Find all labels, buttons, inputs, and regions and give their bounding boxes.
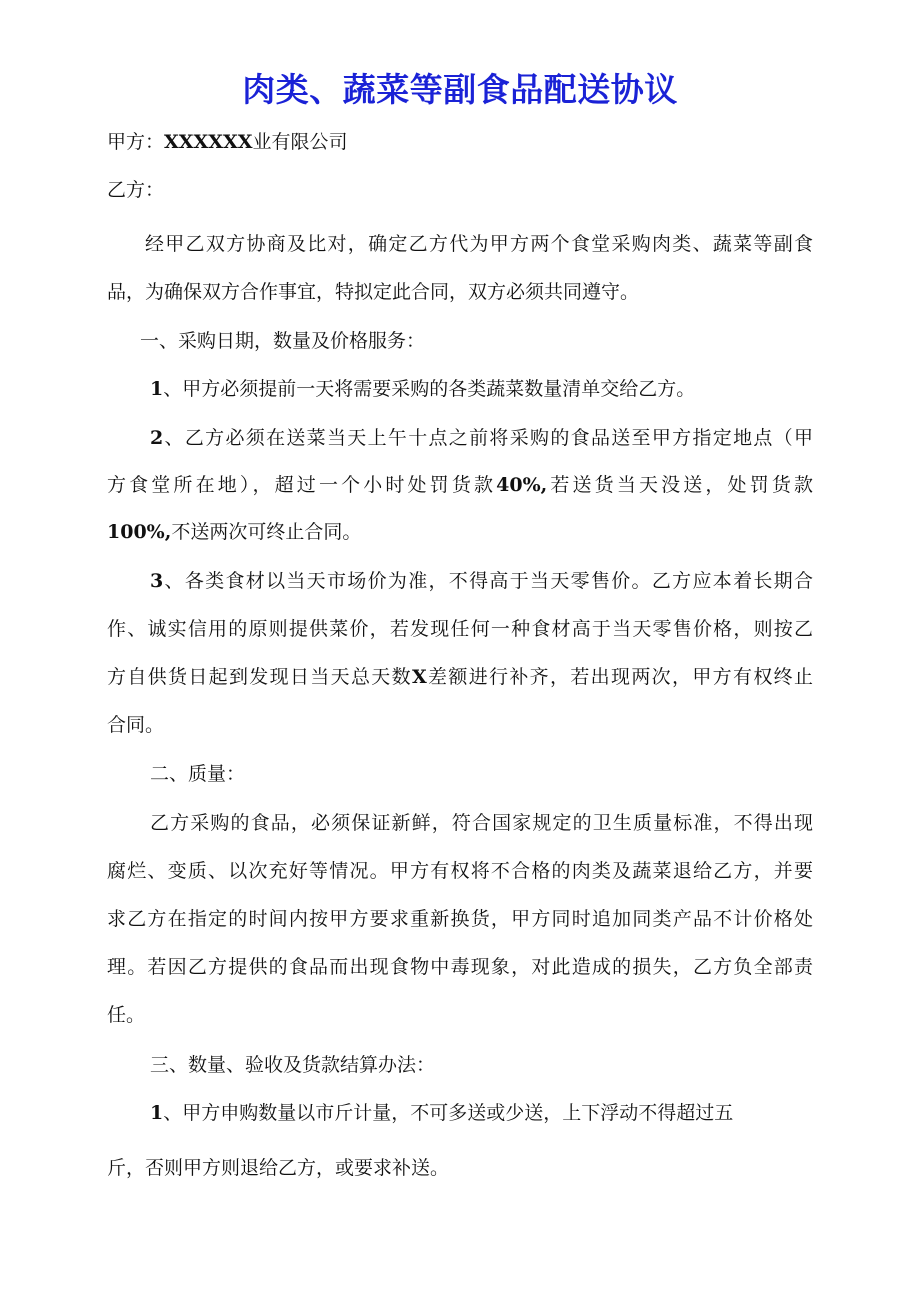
section-1-item-3-line-1: [150, 567, 813, 595]
item-number: 1: [150, 1102, 164, 1124]
intro-line-2: 品，为确保双方合作事宜，特拟定此合同，双方必须共同遵守。: [107, 281, 640, 303]
section-2-line-3: 求乙方在指定的时间内按甲方要求重新换货，甲方同时追加同类产品不计价格处: [107, 908, 813, 930]
item-text: 不送两次可终止合同。: [171, 521, 362, 543]
item-text: 、各类食材以当天市场价为准，不得高于当天零售价。乙方应本着长期合: [163, 570, 813, 592]
section-2-line-1: 乙方采购的食品，必须保证新鲜，符合国家规定的卫生质量标准，不得出现: [150, 812, 813, 834]
section-1-item-1: [150, 375, 695, 403]
section-1-item-2-line-2: [107, 471, 813, 499]
item-text: 、甲方申购数量以市斤计量，不可多送或少送，上下浮动不得超过五: [163, 1102, 734, 1124]
item-number: 1: [150, 378, 164, 400]
section-3-item-1-line-2: 斤，否则甲方则退给乙方，或要求补送。: [107, 1157, 450, 1179]
section-3-item-1-line-1: [150, 1099, 733, 1127]
item-text: 若送货当天没送，处罚货款: [547, 474, 813, 496]
section-1-item-3-line-4: 合同。: [107, 714, 165, 736]
party-b-label: 乙方：: [107, 179, 165, 201]
section-1-item-3-line-2: 作、诚实信用的原则提供菜价，若发现任何一种食材高于当天零售价格，则按乙: [107, 618, 813, 640]
section-2-line-4: 理。若因乙方提供的食品而出现食物中毒现象，对此造成的损失，乙方负全部责: [107, 956, 813, 978]
item-number: 2: [150, 427, 164, 449]
item-text: 方食堂所在地），超过一个小时处罚货款: [107, 474, 497, 496]
section-2-line-5: 任。: [107, 1004, 146, 1026]
section-1-item-2-line-3: [107, 518, 361, 546]
section-1-item-3-line-3: [107, 663, 813, 691]
item-number: 3: [150, 570, 164, 592]
penalty-percent: 40%,: [496, 474, 548, 496]
party-a-label: 甲方：: [107, 131, 165, 153]
section-2-heading: 二、质量：: [150, 763, 246, 785]
item-text: 、乙方必须在送菜当天上午十点之前将采购的食品送至甲方指定地点（甲: [163, 427, 813, 449]
penalty-percent: 100%,: [107, 521, 172, 543]
party-a-name: XXXXXX: [164, 131, 253, 153]
multiplier-x: X: [411, 666, 427, 688]
section-1-item-2-line-1: [150, 424, 813, 452]
item-text: 方自供货日起到发现日当天总天数: [107, 666, 412, 688]
party-b-line: [107, 176, 164, 204]
item-text: 差额进行补齐，若出现两次，甲方有权终止: [426, 666, 813, 688]
section-3-heading: 三、数量、验收及货款结算办法：: [150, 1054, 436, 1076]
section-2-line-2: 腐烂、变质、以次充好等情况。甲方有权将不合格的肉类及蔬菜退给乙方，并要: [107, 860, 813, 882]
intro-line-1: 经甲乙双方协商及比对，确定乙方代为甲方两个食堂采购肉类、蔬菜等副食: [145, 233, 813, 255]
party-a-line: [107, 128, 347, 156]
document-title: 肉类、蔬菜等副食品配送协议: [242, 70, 678, 109]
item-text: 、甲方必须提前一天将需要采购的各类蔬菜数量清单交给乙方。: [163, 378, 696, 400]
party-a-suffix: 业有限公司: [252, 131, 348, 153]
section-1-heading: 一、采购日期，数量及价格服务：: [140, 330, 426, 352]
